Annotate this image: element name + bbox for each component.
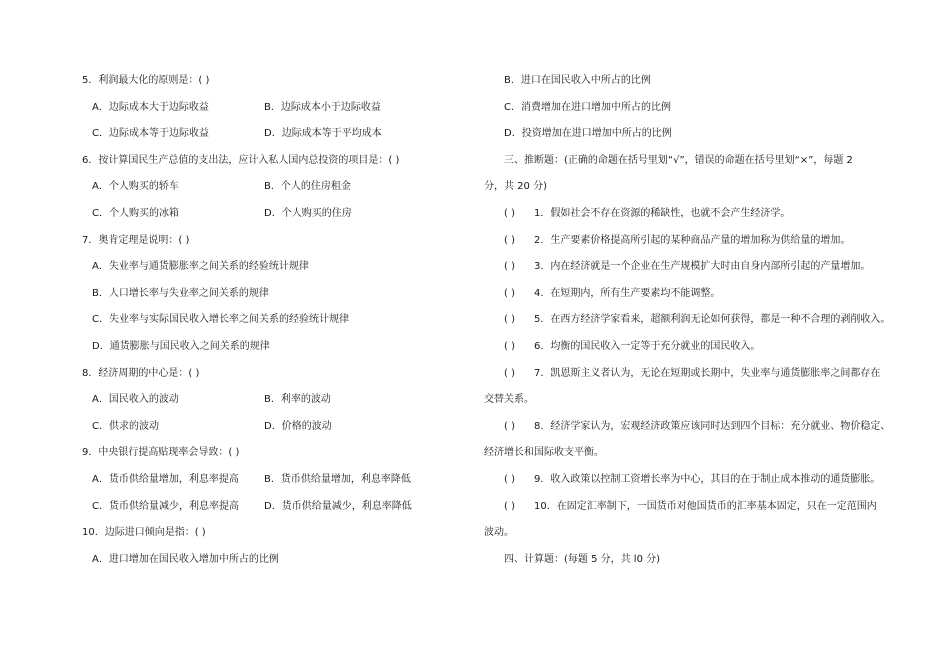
answer-parens: ( ) (504, 340, 515, 352)
option-c: C．货币供给量减少，利息率提高 (92, 500, 239, 512)
option-a: A．国民收入的波动 (92, 394, 179, 406)
option-c: C．个人购买的冰箱 (92, 207, 179, 219)
option-c: C．供求的波动 (92, 420, 159, 432)
item-text: 3．内在经济就是一个企业在生产规模扩大时由自身内部所引起的产量增加。 (534, 261, 871, 273)
question-6-options-row-1 (82, 174, 462, 201)
left-column (82, 68, 462, 573)
option-b: B．个人的住房租金 (264, 181, 351, 193)
question-9-stem: 9．中央银行提高贴现率会导致：( ) (82, 447, 240, 459)
question-7-stem: 7．奥肯定理是说明：( ) (82, 234, 190, 246)
answer-parens: ( ) (504, 261, 515, 273)
judgement-item (484, 228, 904, 255)
judgement-item (484, 307, 904, 334)
item-text: 10．在固定汇率制下，一国货币对他国货币的汇率基本固定，只在一定范围内 (534, 500, 877, 512)
judgement-item (484, 467, 904, 494)
item-text: 7．凯恩斯主义者认为，无论在短期或长期中，失业率与通货膨胀率之间都存在 (534, 367, 881, 379)
item-text-cont: 波动。 (484, 527, 514, 539)
question-9-options-row-2 (82, 494, 462, 521)
answer-parens: ( ) (504, 420, 515, 432)
option-a: A．失业率与通货膨胀率之间关系的经验统计规律 (92, 261, 309, 273)
question-5-stem: 5．利润最大化的原则是：( ) (82, 75, 210, 86)
option-b: B．货币供给量增加，利息率降低 (264, 473, 411, 485)
option-a: A．边际成本大于边际收益 (92, 101, 209, 113)
option-a: A．货币供给量增加，利息率提高 (92, 473, 239, 485)
question-8-stem: 8．经济周期的中心是：( ) (82, 367, 200, 379)
judgement-item (484, 361, 904, 388)
judgement-item (484, 414, 904, 441)
question-8-options-row-1 (82, 387, 462, 414)
option-b: B．边际成本小于边际收益 (264, 101, 381, 113)
item-text: 9．收入政策以控制工资增长率为中心，其目的在于制止成本推动的通货膨胀。 (534, 473, 881, 485)
answer-parens: ( ) (504, 234, 515, 246)
option-c: C．失业率与实际国民收入增长率之间关系的经验统计规律 (92, 314, 349, 326)
item-text: 6．均衡的国民收入一定等于充分就业的国民收入。 (534, 340, 761, 352)
item-text-cont: 经济增长和国际收支平衡。 (484, 447, 604, 459)
option-d: D．货币供给量减少，利息率降低 (264, 500, 412, 512)
item-text: 5．在西方经济学家看来，超额利润无论如何获得，都是一种不合理的剥削收入。 (534, 314, 891, 326)
answer-parens: ( ) (504, 500, 515, 512)
question-10-stem: 10．边际进口倾向是指：( ) (82, 527, 206, 539)
judgement-item (484, 281, 904, 308)
question-6-options-row-2 (82, 201, 462, 228)
option-d: D．个人购买的住房 (264, 207, 352, 219)
item-text: 1．假如社会不存在资源的稀缺性，也就不会产生经济学。 (534, 207, 791, 219)
item-text: 8．经济学家认为，宏观经济政策应该同时达到四个目标：充分就业、物价稳定、 (534, 420, 891, 432)
question-5-options-row-1 (82, 95, 462, 122)
answer-parens: ( ) (504, 314, 515, 326)
option-b: B．人口增长率与失业率之间关系的规律 (92, 287, 269, 299)
answer-parens: ( ) (504, 207, 515, 219)
item-text: 4．在短期内，所有生产要素均不能调整。 (534, 287, 721, 299)
answer-parens: ( ) (504, 367, 515, 379)
question-9-options-row-1 (82, 467, 462, 494)
option-b: B．进口在国民收入中所占的比例 (504, 75, 651, 86)
option-c: C．边际成本等于边际收益 (92, 128, 209, 140)
option-a: A．进口增加在国民收入增加中所占的比例 (92, 553, 279, 565)
judgement-item (484, 334, 904, 361)
option-d: D．投资增加在进口增加中所占的比例 (504, 128, 672, 140)
option-b: B．利率的波动 (264, 394, 331, 406)
section-4-title: 四、计算题：(每题 5 分，共 l0 分) (504, 553, 661, 565)
judgement-item (484, 254, 904, 281)
judgement-item (484, 201, 904, 228)
option-d: D．价格的波动 (264, 420, 332, 432)
option-d: D．通货膨胀与国民收入之间关系的规律 (92, 340, 270, 352)
option-c: C．消费增加在进口增加中所占的比例 (504, 101, 671, 113)
question-5-options-row-2 (82, 121, 462, 148)
item-text-cont: 交替关系。 (484, 394, 534, 406)
answer-parens: ( ) (504, 287, 515, 299)
answer-parens: ( ) (504, 473, 515, 485)
item-text: 2．生产要素价格提高所引起的某种商品产量的增加称为供给量的增加。 (534, 234, 851, 246)
section-3-title: 三、推断题：(正确的命题在括号里划“√”，错误的命题在括号里划“×”，每题 2 (504, 154, 853, 166)
section-3-title-cont: 分，共 20 分) (484, 181, 547, 193)
question-8-options-row-2 (82, 414, 462, 441)
option-a: A．个人购买的轿车 (92, 181, 179, 193)
right-column (484, 68, 904, 573)
judgement-item (484, 494, 904, 521)
option-d: D．边际成本等于平均成本 (264, 128, 382, 140)
question-6-stem: 6．按计算国民生产总值的支出法，应计入私人国内总投资的项目是：( ) (82, 154, 400, 166)
